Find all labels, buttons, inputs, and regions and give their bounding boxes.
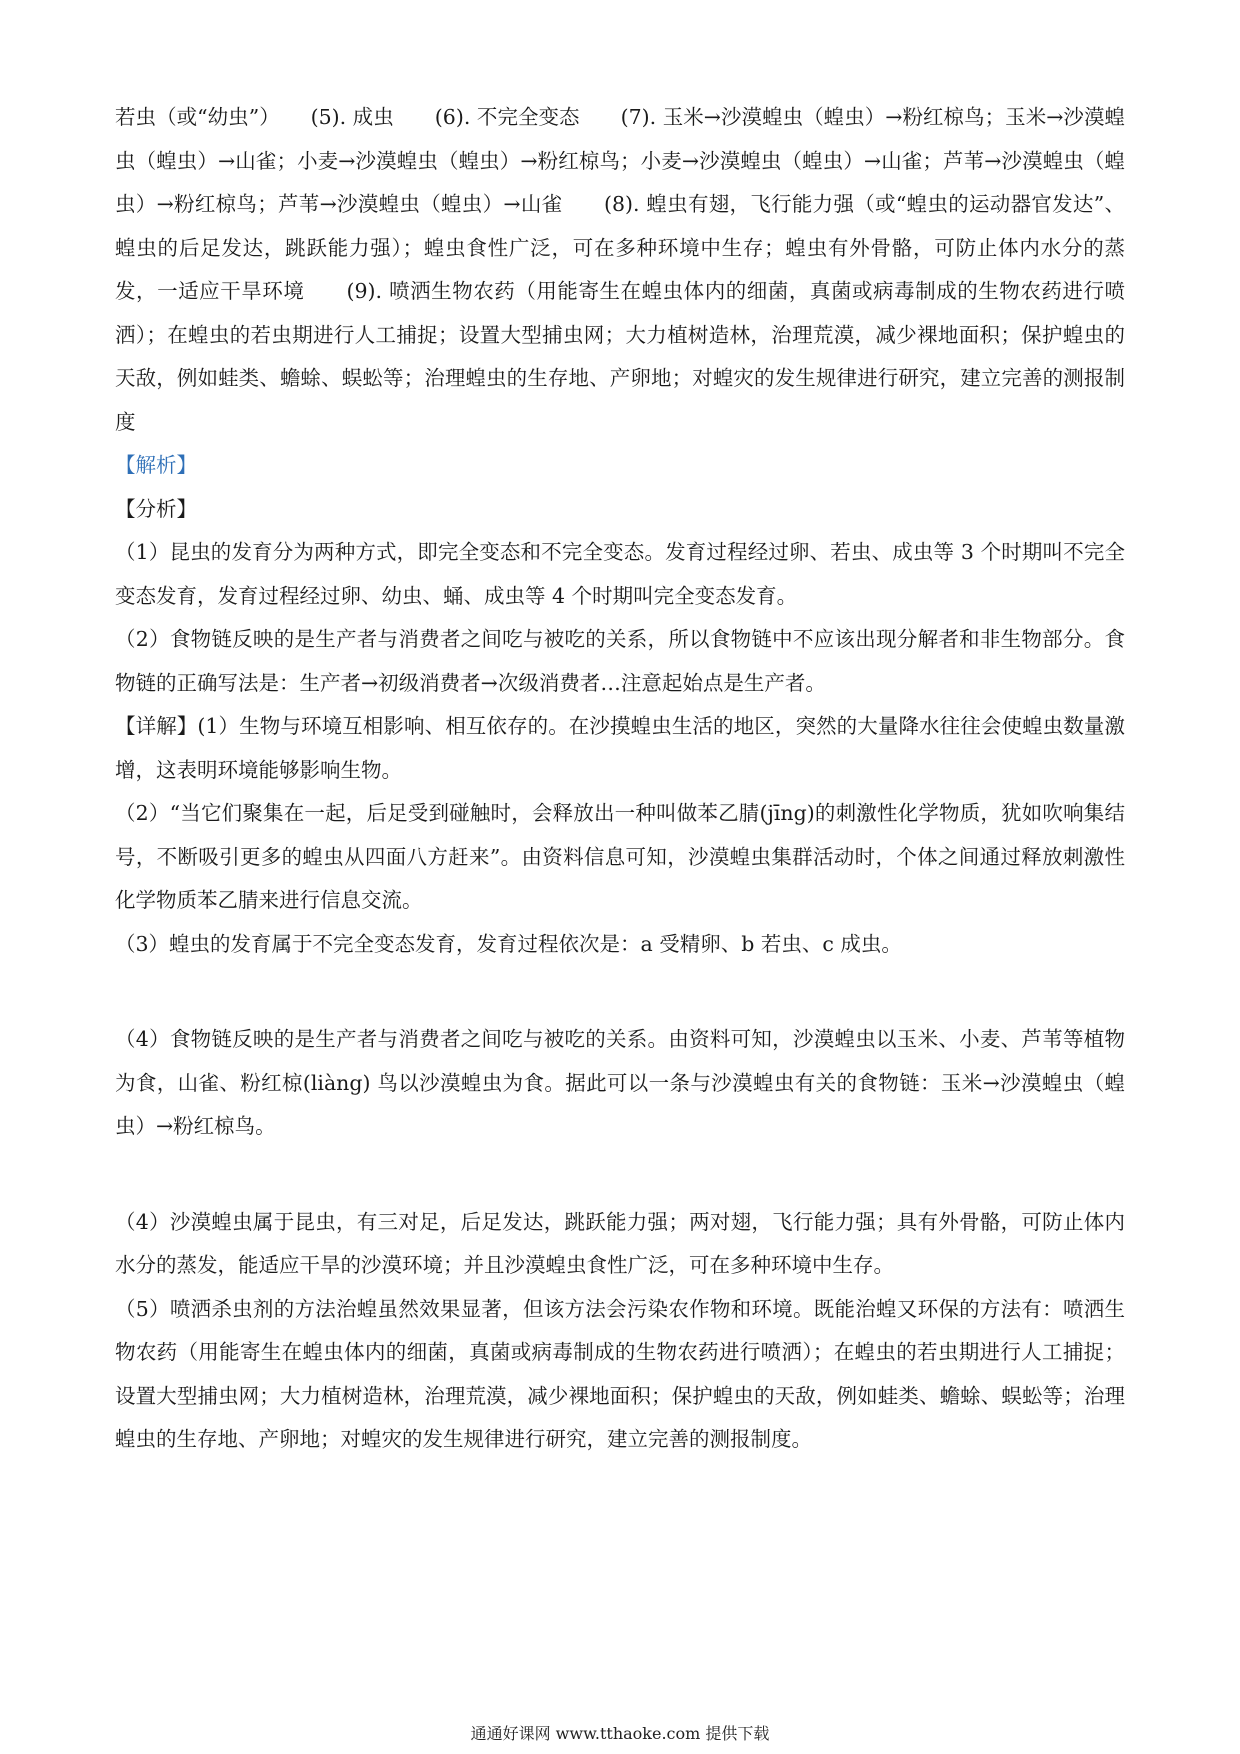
detail-paragraph-6: （5）喷洒杀虫剂的方法治蝗虽然效果显著，但该方法会污染农作物和环境。既能治蝗又环保的方法有：喷洒生物农药（用能寄生在蝗虫体内的细菌，真菌或病毒制成的生物农药进行喷洒）；在蝗虫的若虫期进行人工捕捉；设置大型捕虫网；大力植树造林，治理荒漠，减少裸地面积；保护蝗虫的天敌，例如蛙类、蟾蜍、蜈蚣等；治理蝗虫的生存地、产卵地；对蝗灾的发生规律进行研究，建立完善的测报制度。 xyxy=(115,1296,1125,1451)
answer-paragraph: 若虫（或“幼虫”） (5). 成虫 (6). 不完全变态 (7). 玉米→沙漠蝗虫（蝗虫）→粉红椋鸟；玉米→沙漠蝗虫（蝗虫）→山雀；小麦→沙漠蝗虫（蝗虫）→粉红椋鸟；小麦→沙漠蝗虫（蝗虫）→山雀；芦苇→沙漠蝗虫（蝗虫）→粉红椋鸟；芦苇→沙漠蝗虫（蝗虫）→山雀 (8). 蝗虫有翅，飞行能力强（或“蝗虫的运动器官发达”、蝗虫的后足发达，跳跃能力强）；蝗虫食性广泛，可在多种环境中生存；蝗虫有外骨骼，可防止体内水分的蒸发，一适应干旱环境 (9). 喷洒生物农药（用能寄生在蝗虫体内的细菌，真菌或病毒制成的生物农药进行喷洒）；在蝗虫的若虫期进行人工捕捉；设置大型捕虫网；大力植树造林，治理荒漠，减少裸地面积；保护蝗虫的天敌，例如蛙类、蟾蜍、蜈蚣等；治理蝗虫的生存地、产卵地；对蝗灾的发生规律进行研究，建立完善的测报制度 xyxy=(115,105,1125,434)
analysis-paragraph-1: （1）昆虫的发育分为两种方式，即完全变态和不完全变态。发育过程经过卵、若虫、成虫等 3 个时期叫不完全变态发育，发育过程经过卵、幼虫、蛹、成虫等 4 个时期叫完全变态发育。 xyxy=(115,540,1125,608)
fenxi-heading: 【分析】 xyxy=(115,496,197,521)
detail-paragraph-1: 【详解】(1）生物与环境互相影响、相互依存的。在沙摸蝗虫生活的地区，突然的大量降水往往会使蝗虫数量激增，这表明环境能够影响生物。 xyxy=(115,714,1125,782)
detail-paragraph-3: （3）蝗虫的发育属于不完全变态发育，发育过程依次是：a 受精卵、b 若虫、c 成虫。 xyxy=(115,931,902,956)
page-footer: 通通好课网 www.tthaoke.com 提供下载 xyxy=(470,1724,770,1743)
document-page xyxy=(115,96,1125,1462)
analysis-paragraph-2: （2）食物链反映的是生产者与消费者之间吃与被吃的关系，所以食物链中不应该出现分解者和非生物部分。食物链的正确写法是：生产者→初级消费者→次级消费者…注意起始点是生产者。 xyxy=(115,627,1125,695)
detail-paragraph-5: （4）沙漠蝗虫属于昆虫，有三对足，后足发达，跳跃能力强；两对翅，飞行能力强；具有外骨骼，可防止体内水分的蒸发，能适应干旱的沙漠环境；并且沙漠蝗虫食性广泛，可在多种环境中生存。 xyxy=(115,1209,1125,1277)
detail-paragraph-4: （4）食物链反映的是生产者与消费者之间吃与被吃的关系。由资料可知，沙漠蝗虫以玉米、小麦、芦苇等植物为食，山雀、粉红椋(liàng) 鸟以沙漠蝗虫为食。据此可以一条与沙漠蝗虫有关的食物链：玉米→沙漠蝗虫（蝗虫）→粉红椋鸟。 xyxy=(115,1027,1125,1138)
spacer xyxy=(115,1149,1125,1201)
spacer xyxy=(115,966,1125,1018)
detail-paragraph-2: （2）“当它们聚集在一起，后足受到碰触时，会释放出一种叫做苯乙腈(jīng)的刺激性化学物质，犹如吹响集结号，不断吸引更多的蝗虫从四面八方赶来”。由资料信息可知，沙漠蝗虫集群活动时，个体之间通过释放刺激性化学物质苯乙腈来进行信息交流。 xyxy=(115,801,1125,912)
analysis-heading: 【解析】 xyxy=(115,453,197,477)
